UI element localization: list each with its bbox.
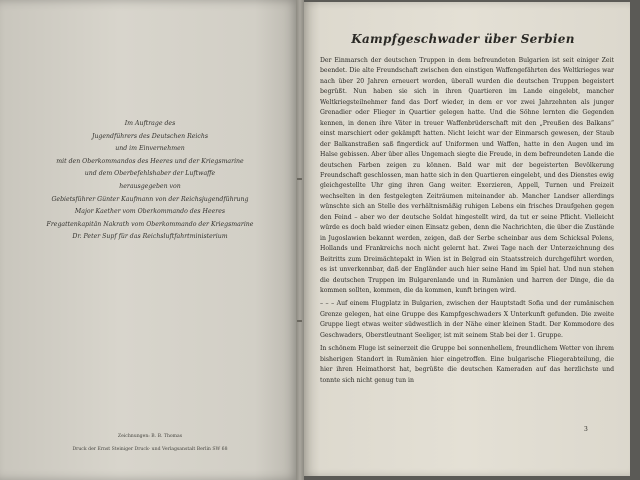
paragraph: In schönem Fluge ist seinerzeit die Gruppe bei sonnenhellem, freundlichem Wetter von ihrem bisherigen Standort in Rumänien hier eingetroffen. Eine bulgarische Fliegerabteilung, die hier ihren Heimathorst hat, begrüßte die deutschen Kameraden auf das herzlichste und tonnte sich nicht genug tun in <box>320 345 614 384</box>
imprint-line: Dr. Peter Supf für das Reichsluftfahrtministerium <box>72 233 228 241</box>
page-title: Kampfgeschwader über Serbien <box>351 32 575 46</box>
paragraph: – – – Auf einem Flugplatz in Bulgarien, zwischen der Hauptstadt Sofia und der rumänischen Grenze gelegen, hat eine Gruppe des Kampfgeschwaders X Unterkunft gefunden. Die zweite Gruppe liegt etwas weiter südwestlich in der Nähe einer kleinen Stadt. Der Kommodore des Geschwaders, Oberstleutnant Seeliger, ist mit seinem Stab bei der 1. Gruppe. <box>320 300 614 339</box>
imprint-line: Im Auftrage des <box>124 120 176 127</box>
imprint-line: und dem Oberbefehlshaber der Luftwaffe <box>84 170 216 178</box>
illustrations-credit: Zeichnungen: B. B. Thomas <box>117 434 183 439</box>
imprint-line: und im Einvernehmen <box>115 145 185 153</box>
imprint-block <box>14 118 286 244</box>
page-number: 3 <box>584 426 588 433</box>
printer-credit: Druck der Ernst Steiniger Druck- und Verlagsanstalt Berlin SW 68 <box>72 447 228 452</box>
imprint-line: Major Kaether vom Oberkommando des Heeres <box>74 208 226 216</box>
paragraph: Der Einmarsch der deutschen Truppen in dem befreundeten Bulgarien ist seit einiger Zeit beendet. Die alte Freundschaft zwischen den einstigen Waffengefährten des Weltkrieges war nach über 20 Jahren erneuert worden, überall wurden die deutschen Truppen begeistert begrüßt. Nun haben sie sich in ihren Quartieren im Lande eingelebt, mancher Weltkriegsteilnehmer fand das Dorf wieder, in dem er vor zwei Jahrzehnten als junger Grenadier oder Flieger in Quartier gelegen hatte. Und die Söhne lernten die Gegenden kennen, in denen ihre Väter in treuer Waffenbrüderschaft mit den „Preußen des Balkans“ einst marschiert oder gekämpft hatten. Nicht leicht war der Einmarsch gewesen, der Staub der Balkanstraßen saß fingerdick auf Uniformen und Waffen, hatte in den Augen und im Halse gebissen. Aber über alles Ungemach siegte die Freude, in dem befreundeten Lande die deutschen Farben zeigen zu können. Bald war mit der begeisterten Bevölkerung Freundschaft geschlossen, man hatte sich in den Quartieren eingelebt, und des Dienstes ewig gleichgestellte Uhr ging ihren Gang weiter. Exerzieren, Appell, Turnen und Freizeit wechselten in den festgelegten Zeiträumen miteinander ab. Mancher Landser allerdings wünschte sich an Stelle des verhältnismäßig ruhigen Lebens ein frisches Draufgehen gegen den Feind – aber wo der deutsche Soldat hingestellt wird, da tut er seine Pflicht. Vielleicht würde es doch bald wieder einen Einsatz geben, denn die Nachrichten, die über die Zustände in Jugoslawien bekannt werden, zeigen, daß der Serbe scheinbar aus dem Schicksal Polens, Hollands und Frankreichs noch nicht gelernt hat. Zwei Tage nach der Unterzeichnung des Beitritts zum Dreimächtepakt in Wien ist in Belgrad ein Staatsstreich durchgeführt worden, es ist unverkennbar, daß der Engländer auch hier seine Hand im Spiel hat. Und nun stehen die deutschen Truppen im Bulgarenlande und in Rumänien und harren der Dinge, die da kommen sollten, kommen, die da kommen, kunft bringen wird. <box>320 57 614 294</box>
imprint-line: Fregattenkapitän Nakrath vom Oberkommando der Kriegsmarine <box>46 220 254 228</box>
body-text <box>320 56 614 386</box>
book-gutter <box>296 0 304 480</box>
staple <box>297 320 302 322</box>
imprint-line: Jugendführers des Deutschen Reichs <box>91 132 209 140</box>
imprint-line: mit den Oberkommandos des Heeres und der Kriegsmarine <box>56 157 244 165</box>
imprint-line: herausgegeben von <box>119 182 181 190</box>
staple <box>297 178 302 180</box>
imprint-line: Gebietsführer Günter Kaufmann von der Reichsjugendführung <box>51 195 249 203</box>
